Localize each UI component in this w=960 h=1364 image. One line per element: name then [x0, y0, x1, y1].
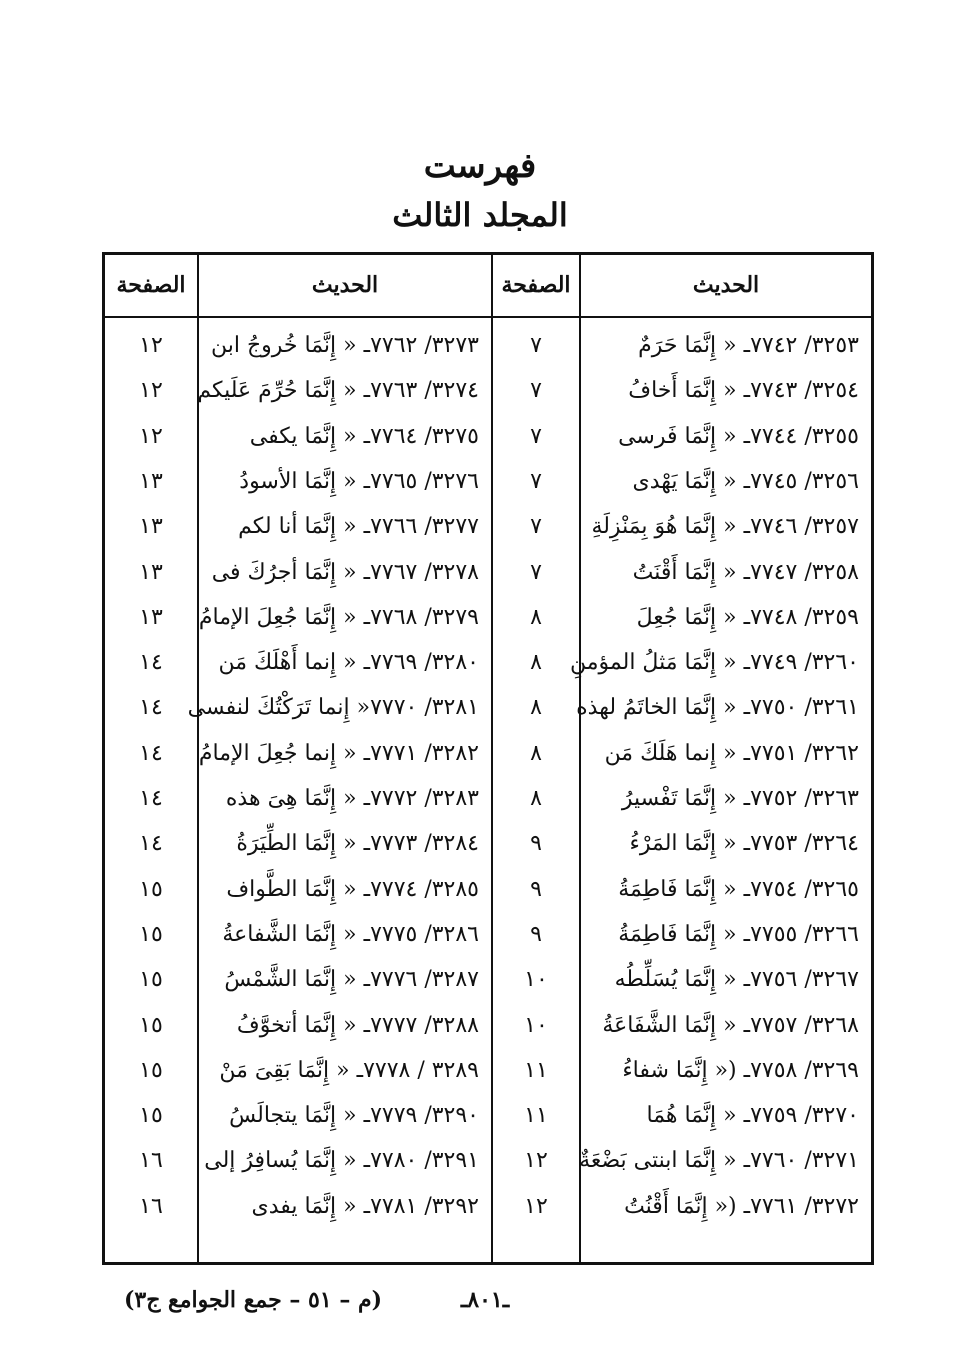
- hadith-entry: ٣٢٨٨/ ٧٧٧٧ـ « إِنَّمَا أتخوَّفُ: [236, 1012, 479, 1038]
- table-row: [105, 1184, 871, 1229]
- hadith-entry: ٣٢٦٦/ ٧٧٥٥ـ « إِنَّمَا فَاطِمَةُ: [618, 921, 859, 947]
- page-number-cell: ١٢: [139, 333, 163, 358]
- table-row: [105, 504, 871, 549]
- hadith-entry: ٣٢٨٤/ ٧٧٧٣ـ « إِنَّمَا الطِّيَرَةُ: [236, 831, 479, 857]
- page-number-cell: ١٣: [139, 468, 163, 494]
- hadith-entry: ٣٢٨٢/ ٧٧٧١ـ « إِنما جُعِلَ الإمامُ: [198, 740, 479, 766]
- hadith-entry: ٣٢٧٥/ ٧٧٦٤ـ « إِنَّمَا يكفى: [249, 423, 479, 449]
- header-divider: [105, 316, 871, 318]
- source-note: (م – ٥١ – جمع الجوامع ج٣): [123, 1287, 383, 1313]
- page-number-cell: ٩: [530, 831, 542, 857]
- hadith-entry: ٣٢٦٢/ ٧٧٥١ـ « إِنما هَلَكَ مَن: [604, 740, 859, 766]
- hadith-entry: ٣٢٥٨/ ٧٧٤٧ـ « إِنَّمَا أَقْنَتُ: [632, 559, 859, 585]
- table-row: [105, 1093, 871, 1138]
- header-hadith-right: الحديث: [692, 272, 760, 298]
- table-row: [105, 912, 871, 957]
- hadith-entry: ٣٢٦٥/ ٧٧٥٤ـ « إِنَّمَا فَاطِمَةُ: [618, 876, 859, 902]
- page-number: ـ٨٠١ـ: [460, 1287, 510, 1313]
- hadith-entry: ٣٢٦١/ ٧٧٥٠ـ « إِنَّمَا الخاتَمُ لهذه: [576, 695, 859, 721]
- page-number-cell: ٨: [530, 740, 542, 766]
- page-number-cell: ١٥: [139, 1057, 163, 1083]
- hadith-entry: ٣٢٨٠/ ٧٧٦٩ـ « إِنما أَهْلَكَ مَن: [218, 650, 479, 676]
- page-number-cell: ١٤: [139, 786, 163, 811]
- index-title: فهرست: [423, 146, 537, 186]
- table-row: [105, 867, 871, 912]
- page-number-cell: ٧: [530, 559, 542, 585]
- table-row: [105, 640, 871, 685]
- hadith-entry: ٣٢٧٢/ ٧٧٦١ـ (« إِنَّمَا أَقْنُتُ: [624, 1193, 859, 1219]
- hadith-entry: ٣٢٩١/ ٧٧٨٠ـ « إِنَّمَا يُسافِرُ إلى: [204, 1148, 479, 1174]
- hadith-entry: ٣٢٦٧/ ٧٧٥٦ـ « إِنَّمَا يُسَلِّطُه: [614, 967, 859, 993]
- page-number-cell: ١٢: [524, 1148, 548, 1174]
- hadith-entry: ٣٢٨٩ / ٧٧٧٨ـ « إِنَّمَا بَقِىَ مَنْ: [219, 1057, 479, 1083]
- hadith-entry: ٣٢٦٨/ ٧٧٥٧ـ « إِنَّمَا الشَّفَاعَةُ: [602, 1012, 859, 1038]
- page-number-cell: ١٤: [139, 650, 163, 676]
- header-page-left: الصفحة: [116, 272, 186, 298]
- hadith-entry: ٣٢٥٧/ ٧٧٤٦ـ « إِنَّمَا هُوَ بِمَنْزِلَةِ: [591, 514, 859, 540]
- hadith-entry: ٣٢٧٣/ ٧٧٦٢ـ « إِنَّمَا خُروجُ ابن: [210, 333, 479, 358]
- page-number-cell: ١٠: [524, 1012, 548, 1038]
- page-number-cell: ٧: [530, 514, 542, 540]
- table-row: [105, 459, 871, 504]
- hadith-entry: ٣٢٨٣/ ٧٧٧٢ـ « إِنَّمَا هِىَ هذه: [225, 786, 479, 811]
- table-row: [105, 1138, 871, 1183]
- page-number-cell: ١١: [524, 1057, 548, 1083]
- page-number-cell: ١٣: [139, 604, 163, 630]
- table-row: [105, 1003, 871, 1048]
- table-row: [105, 957, 871, 1002]
- hadith-entry: ٣٢٦٠/ ٧٧٤٩ـ « إِنَّمَا مَثلُ المؤمنِ: [570, 650, 859, 676]
- page-number-cell: ١٢: [524, 1193, 548, 1219]
- volume-title: المجلد الثالث: [392, 196, 568, 234]
- hadith-entry: ٣٢٥٦/ ٧٧٤٥ـ « إِنَّمَا يَهْدى: [632, 468, 859, 494]
- index-table: [102, 252, 874, 1265]
- page-number-cell: ١٠: [524, 967, 548, 993]
- hadith-entry: ٣٢٨١/ ٧٧٧٠« إِنما تَرَكْتُكَ لنفسى: [187, 695, 479, 721]
- table-row: [105, 368, 871, 413]
- hadith-entry: ٣٢٦٣/ ٧٧٥٢ـ « إِنَّمَا تَفْسيرُ: [621, 786, 859, 811]
- page-number-cell: ٧: [530, 468, 542, 494]
- hadith-entry: ٣٢٩٢/ ٧٧٨١ـ « إِنَّمَا يفدى: [251, 1193, 479, 1219]
- table-row: [105, 414, 871, 459]
- page-number-cell: ١٢: [139, 423, 163, 449]
- page-number-cell: ١٦: [139, 1148, 163, 1174]
- table-row: [105, 821, 871, 866]
- table-row: [105, 776, 871, 821]
- hadith-entry: ٣٢٨٦/ ٧٧٧٥ـ « إِنَّمَا الشَّفاعةُ: [222, 921, 479, 947]
- page-number-cell: ١٤: [139, 695, 163, 721]
- page-number-cell: ١٣: [139, 514, 163, 540]
- hadith-entry: ٣٢٧٠/ ٧٧٥٩ـ « إِنَّمَا هُمَا: [646, 1103, 859, 1129]
- page-number-cell: ١٥: [139, 1012, 163, 1038]
- header-hadith-left: الحديث: [311, 272, 379, 298]
- hadith-entry: ٣٢٧٩/ ٧٧٦٨ـ « إِنَّمَا جُعِلَ الإمامُ: [198, 604, 479, 630]
- page-number-cell: ١٥: [139, 876, 163, 902]
- page-number-cell: ٨: [530, 786, 542, 811]
- page-number-cell: ١٥: [139, 967, 163, 993]
- page-number-cell: ٩: [530, 876, 542, 902]
- page-number-cell: ٨: [530, 650, 542, 676]
- page-number-cell: ٩: [530, 921, 542, 947]
- hadith-entry: ٣٢٦٤/ ٧٧٥٣ـ « إِنَّمَا المَرْءُ: [629, 831, 859, 857]
- page-number-cell: ١٤: [139, 831, 163, 857]
- hadith-entry: ٣٢٨٧/ ٧٧٧٦ـ « إِنَّمَا الشَّمْسُ: [224, 967, 479, 993]
- page-number-cell: ٧: [530, 378, 542, 404]
- header-page-right: الصفحة: [501, 272, 571, 298]
- hadith-entry: ٣٢٥٩/ ٧٧٤٨ـ « إِنَّمَا جُعِلَ: [636, 604, 859, 630]
- hadith-entry: ٣٢٧٧/ ٧٧٦٦ـ « إِنَّمَا أنا لكم: [238, 514, 479, 540]
- page-number-cell: ١١: [524, 1103, 548, 1129]
- table-row: [105, 550, 871, 595]
- page-number-cell: ١٢: [139, 378, 163, 404]
- page-number-cell: ٨: [530, 604, 542, 630]
- hadith-entry: ٣٢٦٩/ ٧٧٥٨ـ (« إِنَّمَا شفاءُ: [622, 1057, 859, 1083]
- page-number-cell: ٧: [530, 423, 542, 449]
- page-number-cell: ٨: [530, 695, 542, 721]
- page-number-cell: ١٥: [139, 921, 163, 947]
- hadith-entry: ٣٢٧١/ ٧٧٦٠ـ « إِنَّمَا ابنتى بَضْعَةٌ: [579, 1148, 859, 1174]
- page-number-cell: ١٦: [139, 1193, 163, 1219]
- table-row: [105, 595, 871, 640]
- table-row: [105, 685, 871, 730]
- hadith-entry: ٣٢٥٥/ ٧٧٤٤ـ « إِنَّمَا فَرسى: [618, 423, 859, 449]
- hadith-entry: ٣٢٨٥/ ٧٧٧٤ـ « إِنَّمَا الطَّواف: [226, 876, 479, 902]
- hadith-entry: ٣٢٧٦/ ٧٧٦٥ـ « إِنَّمَا الأسودُ: [239, 468, 479, 494]
- page-number-cell: ١٤: [139, 740, 163, 766]
- page-number-cell: ١٣: [139, 559, 163, 585]
- hadith-entry: ٣٢٩٠/ ٧٧٧٩ـ « إِنَّمَا يتجالَسُ: [229, 1103, 479, 1129]
- hadith-entry: ٣٢٥٤/ ٧٧٤٣ـ « إِنَّمَا أَخافُ: [628, 378, 859, 404]
- hadith-entry: ٣٢٧٤/ ٧٧٦٣ـ « إِنَّمَا حُرِّمَ عَلَيكم: [197, 378, 479, 404]
- page-number-cell: ٧: [530, 333, 542, 358]
- hadith-entry: ٣٢٧٨/ ٧٧٦٧ـ « إِنَّمَا أجرُكَ فى: [211, 559, 479, 585]
- page-number-cell: ١٥: [139, 1103, 163, 1129]
- table-row: [105, 731, 871, 776]
- hadith-entry: ٣٢٥٣/ ٧٧٤٢ـ « إِنَّمَا حَرَمٌ: [638, 333, 859, 358]
- table-row: [105, 323, 871, 368]
- table-row: [105, 1048, 871, 1093]
